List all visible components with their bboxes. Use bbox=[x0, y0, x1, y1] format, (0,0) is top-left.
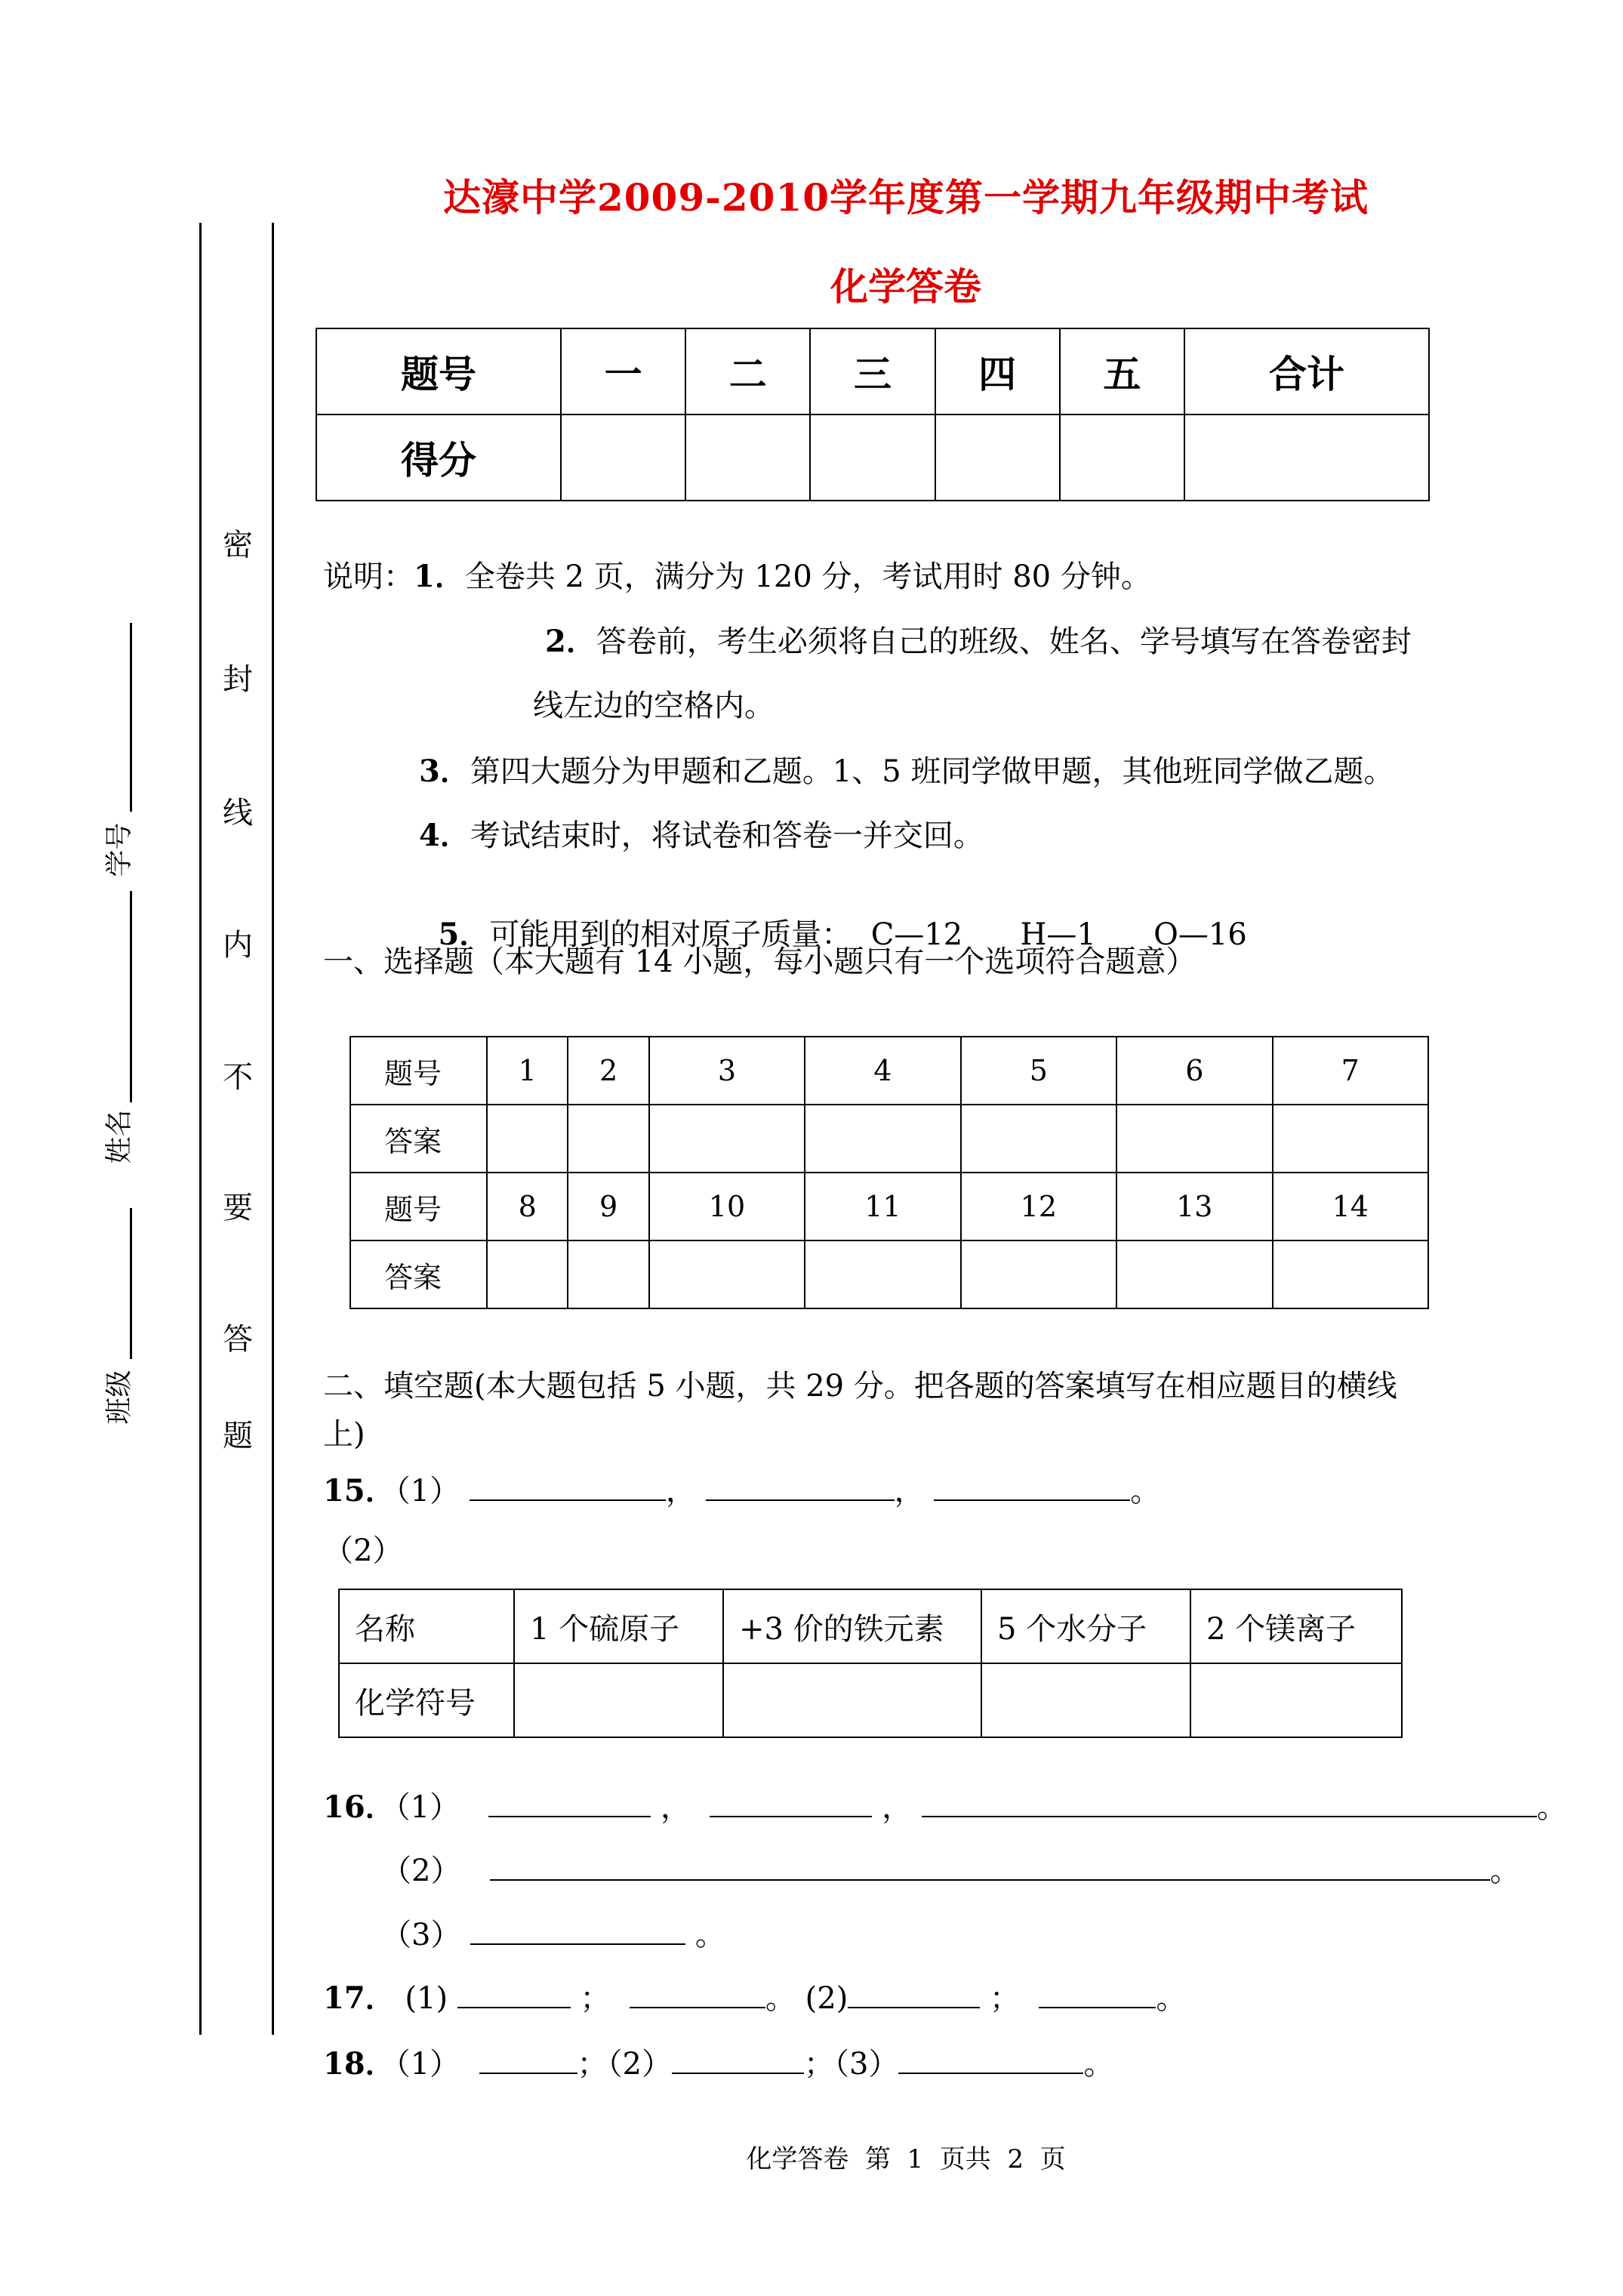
table-row bbox=[339, 1663, 1402, 1737]
instruction-item: 3．第四大题分为甲题和乙题。1、5 班同学做甲题，其他班同学做乙题。 bbox=[419, 754, 1394, 789]
page-footer: 化学答卷 第 1 页共 2 页 bbox=[746, 2144, 1066, 2174]
seal-char: 密 bbox=[223, 528, 253, 562]
class-label: 班级 bbox=[103, 1370, 135, 1425]
q16-line3: （3） 。 bbox=[381, 1918, 725, 1952]
answer-cell[interactable] bbox=[649, 1240, 805, 1308]
answer-blank[interactable] bbox=[470, 1918, 685, 1945]
table-row bbox=[350, 1173, 1428, 1240]
answer-cell[interactable] bbox=[805, 1240, 960, 1308]
answer-cell[interactable] bbox=[1116, 1105, 1272, 1173]
seal-line-left bbox=[199, 223, 202, 2035]
student-id-line[interactable] bbox=[130, 623, 132, 812]
answer-blank[interactable] bbox=[706, 1474, 895, 1501]
instructions-lead: 说明： bbox=[323, 559, 414, 594]
answer-blank[interactable] bbox=[457, 1981, 571, 2008]
answer-cell[interactable] bbox=[981, 1663, 1190, 1737]
answer-cell[interactable] bbox=[568, 1105, 648, 1173]
question-number: 11 bbox=[805, 1173, 960, 1240]
table-header: 名称 bbox=[339, 1589, 514, 1663]
class-line[interactable] bbox=[130, 1208, 132, 1359]
seal-char: 线 bbox=[223, 796, 253, 831]
answer-blank[interactable] bbox=[672, 2047, 804, 2074]
q17-line: 17． (1) ； 。 (2) ； 。 bbox=[323, 1980, 1187, 2016]
question-number: 13 bbox=[1116, 1173, 1272, 1240]
question-number: 3 bbox=[649, 1037, 805, 1105]
question-number: 6 bbox=[1116, 1037, 1272, 1105]
answer-cell[interactable] bbox=[961, 1240, 1116, 1308]
chem-symbol-table bbox=[338, 1589, 1403, 1738]
table-row bbox=[350, 1240, 1428, 1308]
q18-line: 18．（1） ；（2） ；（3） 。 bbox=[323, 2046, 1114, 2082]
answer-blank[interactable] bbox=[898, 2047, 1083, 2074]
seal-char: 封 bbox=[223, 662, 253, 697]
score-input-cell[interactable] bbox=[810, 415, 935, 501]
instruction-item: 2．答卷前，考生必须将自己的班级、姓名、学号填写在答卷密封 bbox=[545, 624, 1412, 659]
answer-sheet-title: 化学答卷 bbox=[830, 264, 981, 309]
answer-cell[interactable] bbox=[514, 1663, 723, 1737]
question-number: 10 bbox=[649, 1173, 805, 1240]
answer-blank[interactable] bbox=[479, 2047, 577, 2074]
answer-blank[interactable] bbox=[488, 1790, 651, 1817]
score-cell: 四 bbox=[935, 328, 1060, 415]
seal-char: 题 bbox=[223, 1419, 253, 1453]
seal-char: 不 bbox=[223, 1060, 253, 1095]
row-label: 化学符号 bbox=[339, 1663, 514, 1737]
score-cell: 题号 bbox=[316, 328, 561, 415]
q16-line1: 16．（1） ， ， 。 bbox=[323, 1789, 1567, 1825]
answer-blank[interactable] bbox=[1039, 1981, 1156, 2008]
score-table bbox=[316, 328, 1430, 501]
score-label: 得分 bbox=[316, 415, 561, 501]
exam-title: 达濠中学2009-2010学年度第一学期九年级期中考试 bbox=[442, 175, 1369, 220]
score-cell: 三 bbox=[810, 328, 935, 415]
instruction-item: 说明：1．全卷共 2 页，满分为 120 分，考试用时 80 分钟。 bbox=[323, 559, 1151, 594]
answer-cell[interactable] bbox=[487, 1240, 568, 1308]
row-label: 答案 bbox=[350, 1240, 487, 1308]
q15-sub2: （2） bbox=[323, 1533, 403, 1568]
answer-cell[interactable] bbox=[1116, 1240, 1272, 1308]
section1-heading: 一、选择题（本大题有 14 小题，每小题只有一个选项符合题意） bbox=[323, 945, 1196, 979]
answer-cell[interactable] bbox=[487, 1105, 568, 1173]
seal-char: 答 bbox=[223, 1322, 253, 1357]
answer-cell[interactable] bbox=[649, 1105, 805, 1173]
question-number: 1 bbox=[487, 1037, 568, 1105]
question-number: 8 bbox=[487, 1173, 568, 1240]
answer-cell[interactable] bbox=[961, 1105, 1116, 1173]
table-header: 1 个硫原子 bbox=[514, 1589, 723, 1663]
answer-cell[interactable] bbox=[1190, 1663, 1402, 1737]
q16-line2: （2） 。 bbox=[381, 1854, 1520, 1888]
section2-heading-cont: 上) bbox=[323, 1417, 365, 1452]
question-number: 9 bbox=[568, 1173, 648, 1240]
score-input-cell[interactable] bbox=[561, 415, 685, 501]
question-number: 14 bbox=[1273, 1173, 1428, 1240]
choice-answer-table bbox=[350, 1036, 1429, 1309]
question-number: 4 bbox=[805, 1037, 960, 1105]
answer-blank[interactable] bbox=[630, 1981, 765, 2008]
q15-line1: 15．（1） ， ， 。 bbox=[323, 1473, 1161, 1509]
score-input-cell[interactable] bbox=[1060, 415, 1184, 501]
instruction-item: 4．考试结束时，将试卷和答卷一并交回。 bbox=[419, 818, 984, 853]
answer-cell[interactable] bbox=[568, 1240, 648, 1308]
table-row bbox=[350, 1105, 1428, 1173]
answer-blank[interactable] bbox=[934, 1474, 1130, 1501]
name-line[interactable] bbox=[130, 891, 132, 1102]
score-cell: 合计 bbox=[1184, 328, 1429, 415]
answer-blank[interactable] bbox=[710, 1790, 872, 1817]
seal-char: 要 bbox=[223, 1191, 253, 1225]
name-label: 姓名 bbox=[103, 1109, 135, 1164]
answer-cell[interactable] bbox=[1273, 1105, 1428, 1173]
score-cell: 五 bbox=[1060, 328, 1184, 415]
student-id-label: 学号 bbox=[103, 822, 135, 877]
table-header: 2 个镁离子 bbox=[1190, 1589, 1402, 1663]
score-input-cell[interactable] bbox=[935, 415, 1060, 501]
seal-line-right bbox=[272, 223, 274, 2035]
section2-heading: 二、填空题(本大题包括 5 小题，共 29 分。把各题的答案填写在相应题目的横线 bbox=[323, 1369, 1397, 1404]
answer-cell[interactable] bbox=[805, 1105, 960, 1173]
answer-blank[interactable] bbox=[922, 1790, 1537, 1817]
row-label: 题号 bbox=[350, 1173, 487, 1240]
table-row bbox=[339, 1589, 1402, 1663]
row-label: 题号 bbox=[350, 1037, 487, 1105]
question-number: 5 bbox=[961, 1037, 1116, 1105]
score-cell: 一 bbox=[561, 328, 685, 415]
row-label: 答案 bbox=[350, 1105, 487, 1173]
answer-blank[interactable] bbox=[490, 1854, 1490, 1881]
score-input-cell[interactable] bbox=[685, 415, 810, 501]
answer-blank[interactable] bbox=[470, 1474, 666, 1501]
instruction-item: 线左边的空格内。 bbox=[533, 689, 775, 723]
seal-char: 内 bbox=[223, 928, 253, 963]
answer-cell[interactable] bbox=[723, 1663, 981, 1737]
question-number: 12 bbox=[961, 1173, 1116, 1240]
score-table-header-row bbox=[316, 328, 1429, 415]
table-header: 5 个水分子 bbox=[981, 1589, 1190, 1663]
instruction-item: 5．可能用到的相对原子质量： C—12 H—1 O—16 bbox=[438, 917, 1247, 952]
score-cell: 二 bbox=[685, 328, 810, 415]
table-header: +3 价的铁元素 bbox=[723, 1589, 981, 1663]
table-row bbox=[350, 1037, 1428, 1105]
score-input-cell[interactable] bbox=[1184, 415, 1429, 501]
answer-blank[interactable] bbox=[848, 1981, 980, 2008]
score-table-score-row bbox=[316, 415, 1429, 501]
question-number: 7 bbox=[1273, 1037, 1428, 1105]
answer-cell[interactable] bbox=[1273, 1240, 1428, 1308]
question-number: 2 bbox=[568, 1037, 648, 1105]
